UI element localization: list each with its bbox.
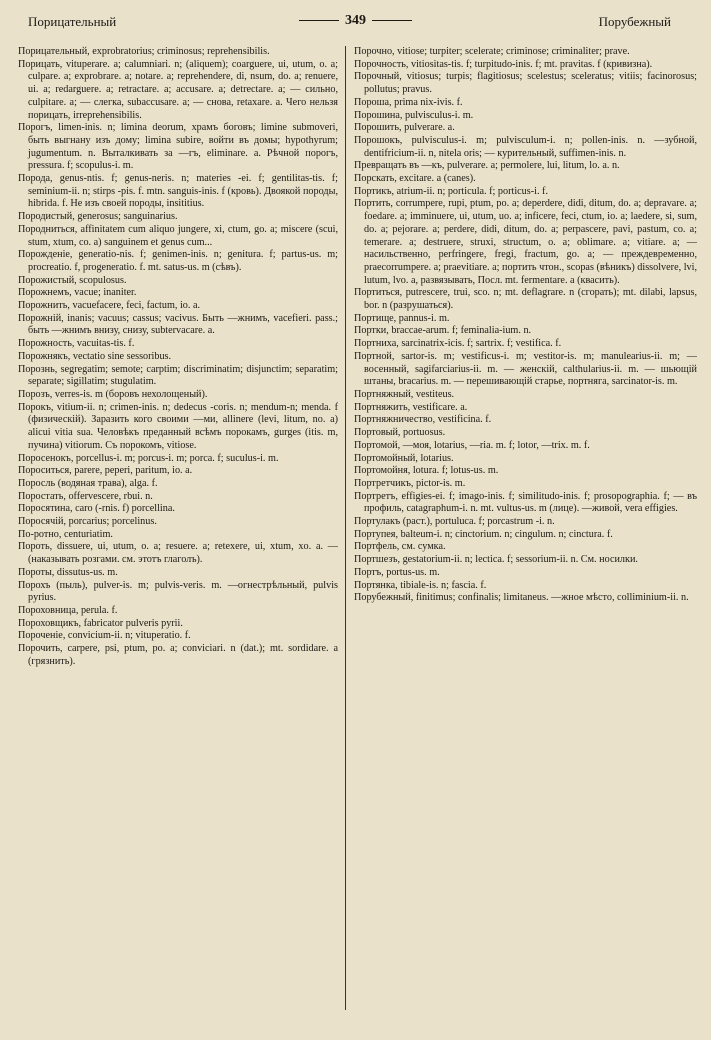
dictionary-entry: Портретъ, effigies-ei. f; imago-inis. f; similitudo-inis. f; prosopographia. f; — въ профиль, catagraphum-i. n. mt. vultus-us. m (лице). —живой, vera effigies. — [354, 490, 697, 515]
dictionary-entry: Портшезъ, gestatorium-ii. n; lectica. f; sessorium-ii. n. См. носилки. — [354, 554, 638, 566]
dictionary-entry: Портище, pannus-i. m. — [354, 312, 450, 324]
dictionary-entry: Порожнить, vacuefacere, feci, factum, io. a. — [18, 300, 201, 312]
columns — [18, 46, 697, 1020]
dictionary-entry: Порочность, vitiositas-tis. f; turpitudo-inis. f; mt. pravitas. f (кривизна). — [354, 58, 653, 70]
dictionary-entry: Портфель, см. сумка. — [354, 541, 446, 553]
header-dash-right — [372, 20, 412, 21]
dictionary-entry: Портретчикъ, pictor-is. m. — [354, 477, 466, 489]
dictionary-entry: Поростать, offervescere, rbui. n. — [18, 490, 153, 502]
dictionary-entry: Порожній, inanis; vacuus; cassus; vacivus. Быть —жнимъ, vacefieri. pass.; быть —жнимъ внизу, снизу, subtervacare. a. — [18, 312, 338, 337]
left-column — [18, 46, 338, 1020]
dictionary-entry: Порогъ, limen-inis. n; limina deorum, храмъ боговъ; limine submoveri, быть выгнану изъ дому; limina subire, войти въ домы; hypothyrum; jugumentum. n. Выталкивать за —гъ, eliminare. a. Рѣчной порогъ, pressura. f; scopulus-i. m. — [18, 122, 338, 172]
dictionary-entry: Порожность, vacuitas-tis. f. — [18, 338, 135, 350]
header-right-guideword: Порубежный — [598, 14, 671, 29]
dictionary-entry: Порожистый, scopulosus. — [18, 274, 127, 286]
dictionary-entry: Породниться, affinitatem cum aliquo jungere, xi, ctum, go. a; miscere (scui, stum, xtum, co. a) sanguinem et genus cum... — [18, 223, 338, 248]
dictionary-entry: Поросячій, porcarius; porcelinus. — [18, 516, 157, 528]
dictionary-entry: Портъ, portus-us. m. — [354, 566, 440, 578]
dictionary-entry: Портниха, sarcinatrix-icis. f; sartrix. f; vestifica. f. — [354, 338, 562, 350]
dictionary-entry: Пороситься, parere, peperi, paritum, io. a. — [18, 465, 193, 477]
header-left-guideword: Порицательный — [28, 14, 117, 29]
dictionary-entry: Порохъ (пыль), pulver-is. m; pulvis-veris. m. —огнестрѣльный, pulvis pyrius. — [18, 579, 338, 604]
dictionary-entry: Пороты, dissutus-us. m. — [18, 566, 118, 578]
dictionary-entry: Пороченіе, convicium-ii. n; vituperatio. f. — [18, 630, 191, 642]
dictionary-entry: Портовый, portuosus. — [354, 427, 446, 439]
dictionary-entry: Порознь, segregatim; semote; carptim; discriminatim; disjunctim; separatim; separate; sigillatim; stugulatim. — [18, 363, 338, 388]
dictionary-entry: Пороховщикъ, fabricator pulveris pyrii. — [18, 617, 183, 629]
dictionary-entry: Пороховница, perula. f. — [18, 604, 118, 616]
dictionary-entry: Порозъ, verres-is. m (боровъ нехолощеный). — [18, 388, 208, 400]
dictionary-entry: Портомойня, lotura. f; lotus-us. m. — [354, 465, 499, 477]
dictionary-entry: Портянка, tibiale-is. n; fascia. f. — [354, 579, 487, 591]
header-dash-left — [299, 20, 339, 21]
dictionary-entry: Портить, corrumpere, rupi, ptum, po. a; deperdere, didi, ditum, do. a; depravare. a; foedare. a; imminuere, ui, utum, uo. a; inficere, feci, ctum, io. a; laedere, si, sum, do. a; pejorare. a; perdere, didi, ditum, do. a; perpascere, pavi, pastum, co. a; temerare. a; destruere, struxi, structum, o. a; oblimare. a; vitiare. a; — насильственно, perfringere, fregi, fractum, go. a; — преждевременно, praecorrumpere. a; praevitiare. a; портить чтон., scopas (вѣникъ) dissolvere, lvi, lutum, lvo. a, развязывать, Посл. mt. fermentare. a (квасить). — [354, 198, 697, 286]
dictionary-entry: Портупея, balteum-i. n; cinctorium. n; cingulum. n; cinctura. f. — [354, 528, 613, 540]
dictionary-entry: Порочный, vitiosus; turpis; flagitiosus; scelestus; sceleratus; vitiis; facinorosus; pollutus; pravus. — [354, 71, 697, 96]
dictionary-entry: Порокъ, vitium-ii. n; crimen-inis. n; dedecus -coris. n; mendum-n; menda. f (физическій). Заразить кого своими —ми, allinere (levi, litum, no. a) alicui vitia sua. Человѣкъ преданный всѣмъ порокамъ, gurges (itis. m, пучина) vitiorum. Съ порокомъ, vitiose. — [18, 401, 338, 451]
dictionary-entry: Портняжничество, vestificina. f. — [354, 414, 492, 426]
dictionary-entry: Портулакъ (раст.), portuluca. f; porcastrum -i. n. — [354, 516, 555, 528]
dictionary-entry: Порожденіе, generatio-nis. f; genimen-inis. n; genitura. f; partus-us. m; procreatio. f, progeneratio. f. mt. satus-us. m (сѣвъ). — [18, 249, 338, 273]
dictionary-entry: Пороша, prima nix-ivis. f. — [354, 96, 463, 108]
dictionary-entry: Порочно, vitiose; turpiter; scelerate; criminose; criminaliter; prave. — [354, 46, 630, 57]
dictionary-entry: Порошить, pulverare. a. — [354, 122, 455, 134]
dictionary-entry: Поросенокъ, porcellus-i. m; porcus-i. m; porca. f; suculus-i. m. — [18, 452, 279, 464]
dictionary-entry: Порскать, excitare. a (canes). — [354, 173, 476, 185]
dictionary-entry: Порошина, pulvisculus-i. m. — [354, 109, 474, 121]
page-number: 349 — [345, 13, 366, 28]
dictionary-entry: Порошокъ, pulvisculus-i. m; pulvisculum-i. n; pollen-inis. n. —зубной, dentifricium-ii. n, nitela oris; — курительный, suffimen-inis. n. — [354, 134, 697, 159]
dictionary-entry: Портомой, —моя, lotarius, —ria. m. f; lotor, —trix. m. f. — [354, 439, 590, 451]
dictionary-entry: Порочить, carpere, psi, ptum, po. a; conviciari. n (dat.); mt. sordidare. a (грязнить). — [18, 643, 338, 667]
dictionary-entry: Портной, sartor-is. m; vestificus-i. m; vestitor-is. m; manulearius-ii. m; — восенный, sagifarciarius-ii. m. — женскій, calthularius-ii. m. — шьющій штаны, bracarius. m. — перешивающій старье, портняга, sarcinator-is. m. — [354, 350, 697, 388]
dictionary-entry: Порицательный, exprobratorius; criminosus; reprehensibilis. — [18, 46, 270, 57]
dictionary-entry: Порицать, vituperare. a; calumniari. n; (aliquem); coarguere, ui, utum, o. a; culpare. a; exprobrare. a; notare. a; reprehendere, di, nsum, do. a; renuere, ui. a; redarguere. a; retractare. a; accusare. a; detrectare. a; — сильно, culpitare. a; — слегка, subaccusare. a; — снова, retaxare. a. Чего нельзя порицать, irreprehensibilis. — [18, 58, 338, 121]
page-header — [22, 10, 689, 32]
dictionary-entry: Превращать въ —къ, pulverare. a; permolere, lui, litum, lo. a. n. — [354, 160, 620, 172]
dictionary-entry: Портки, braccae-arum. f; feminalia-ium. n. — [354, 325, 532, 337]
dictionary-entry: По-ротно, centuriatim. — [18, 528, 113, 540]
dictionary-entry: Поросятина, caro (-rnis. f) porcellina. — [18, 503, 175, 515]
dictionary-entry: Портикъ, atrium-ii. n; porticula. f; porticus-i. f. — [354, 185, 548, 197]
dictionary-entry: Портиться, putrescere, trui, sco. n; mt. deflagrare. n (сгорать); mt. dilabi, lapsus, bor. n (разрушаться). — [354, 287, 697, 312]
right-column — [354, 46, 697, 1020]
dictionary-entry: Поросль (водяная трава), alga. f. — [18, 477, 158, 489]
dictionary-entry: Портняжный, vestiteus. — [354, 388, 455, 400]
header-page-number-wrap — [22, 13, 689, 29]
dictionary-entry: Порубежный, finitimus; confinalis; limitaneus. —жное мѣсто, colliminium-ii. n. — [354, 592, 689, 604]
dictionary-entry: Портомойный, lotarius. — [354, 452, 454, 464]
column-divider — [345, 46, 346, 1010]
dictionary-entry: Породистый, generosus; sanguinarius. — [18, 211, 178, 223]
dictionary-entry: Порожнякъ, vectatio sine sessoribus. — [18, 350, 172, 362]
dictionary-entry: Портняжить, vestificare. a. — [354, 401, 468, 413]
dictionary-entry: Пороть, dissuere, ui, utum, o. a; resuere. a; retexere, ui, xtum, xo. a. — (наказывать розгами. см. этотъ глаголъ). — [18, 541, 338, 566]
dictionary-entry: Порожнемъ, vacue; inaniter. — [18, 287, 137, 299]
dictionary-entry: Порода, genus-ntis. f; genus-neris. n; materies -ei. f; gentilitas-tis. f; seminium-ii. n; stirps -pis. f. mtn. sanguis-inis. f (кровь). Двоякой породы, hibrida. f. Не изъ своей породы, insititius. — [18, 173, 338, 210]
